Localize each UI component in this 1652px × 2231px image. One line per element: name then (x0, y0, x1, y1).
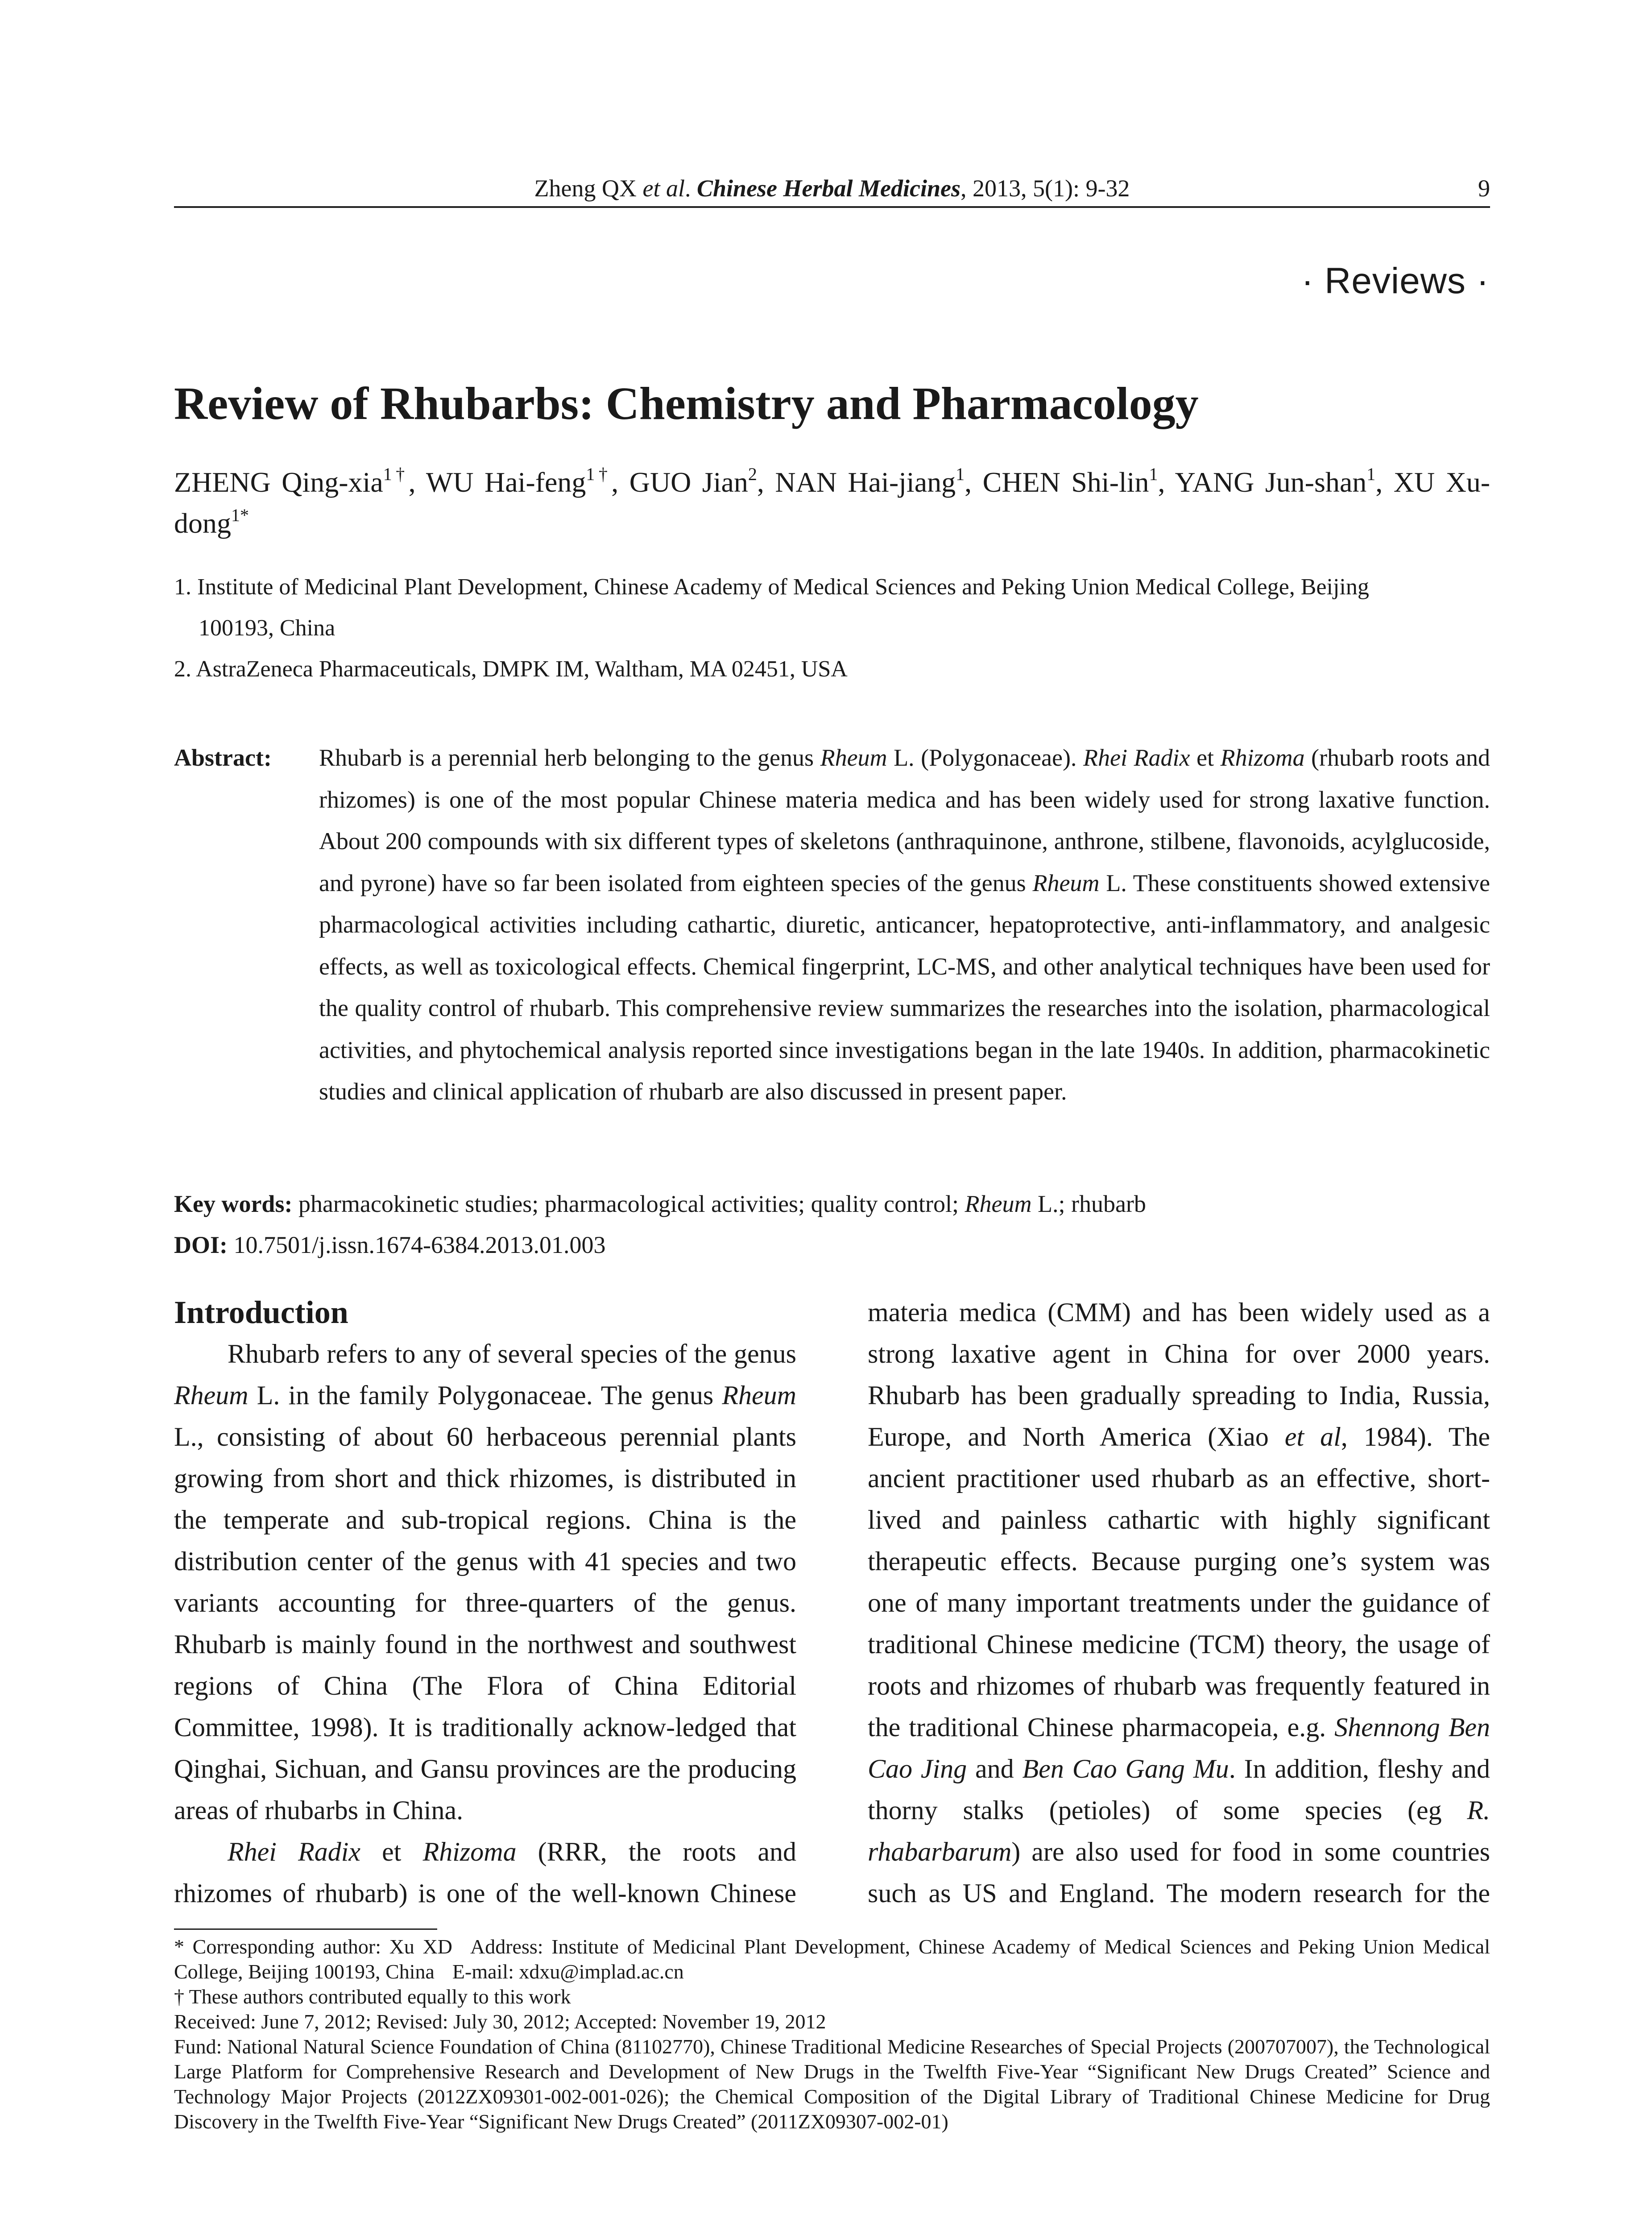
affiliation-2 (174, 649, 1490, 690)
author-name: CHEN Shi-lin (982, 466, 1149, 498)
body-column-left (174, 1292, 796, 1914)
author-name: GUO Jian (629, 466, 748, 498)
affiliation-2-text: AstraZeneca Pharmaceuticals, DMPK IM, Waltham, MA 02451, USA (196, 656, 848, 682)
footnote-rule (174, 1928, 437, 1930)
abstract-label: Abstract: (174, 744, 272, 771)
affiliation-1-number: 1. (174, 574, 197, 600)
affiliation-1-text-cont: 100193, China (199, 615, 335, 641)
author-affiliation-marker: 1 (1149, 464, 1158, 484)
author-list (174, 462, 1490, 544)
body-column-right (868, 1292, 1490, 1914)
journal-name: Chinese Herbal Medicines (696, 175, 961, 202)
section-label: · Reviews · (1301, 261, 1489, 301)
intro-paragraph-2: Rhei Radix et Rhizoma (RRR, the roots and rhizomes of rhubarb) is one of the well-known Chinese (174, 1837, 796, 1908)
author-name: WU Hai-feng (426, 466, 586, 498)
author-affiliation-marker: 2 (748, 464, 757, 484)
abstract-text: Rhubarb is a perennial herb belonging to the genus Rheum L. (Polygonaceae). Rhei Radix et Rhizoma (rhubarb roots and rhizomes) is one of the most popular Chinese materia medica and has been widely used for strong laxative function. About 200 compounds with six different types of skeletons (anthraquinone, anthrone, stilbene, flavonoids, acylglucoside, and pyrone) have so far been isolated from eighteen species of the genus Rheum L. These constituents showed extensive pharmacological activities including cathartic, diuretic, anticancer, hepatoprotective, anti-inflammatory, and analgesic effects, as well as toxicological effects. Chemical fingerprint, LC-MS, and other analytical techniques have been used for the quality control of rhubarb. This comprehensive review summarizes the researches into the isolation, pharmacological activities, and phytochemical analysis reported since investigations began in the late 1940s. In addition, pharmacokinetic studies and clinical application of rhubarb are also discussed in present paper. (319, 744, 1490, 1105)
author-separator: , (408, 466, 426, 498)
author-name: NAN Hai-jiang (775, 466, 956, 498)
running-head (174, 170, 1490, 206)
header-rule (174, 206, 1490, 208)
affiliation-1-text: Institute of Medicinal Plant Development, Chinese Academy of Medical Sciences and Peking Union Medical College, Beijing (197, 574, 1369, 600)
footnotes (174, 1934, 1490, 2134)
keywords: Key words: pharmacokinetic studies; pharmacological activities; quality control; Rheum L.; rhubarb (174, 1190, 1146, 1217)
running-head-volume: , 2013, 5(1): 9-32 (960, 175, 1130, 202)
doi-value: 10.7501/j.issn.1674-6384.2013.01.003 (228, 1232, 606, 1258)
author-affiliation-marker: 1 (1366, 464, 1376, 484)
affiliation-2-number: 2. (174, 656, 196, 682)
author-separator: , (965, 466, 983, 498)
author-affiliation-marker: 1* (231, 505, 249, 525)
introduction-heading: Introduction (174, 1294, 348, 1330)
author-affiliation-marker: 1† (383, 464, 409, 484)
author-separator: , (757, 466, 775, 498)
footnote-corresponding: * Corresponding author: Xu XD Address: Institute of Medicinal Plant Development, Chinese Academy of Medical Sciences and Peking Union Medical College, Beijing 100193, China E-mail: xdxu@implad.ac.cn (174, 1935, 1491, 1983)
author-name: XU Xu-dong (174, 466, 1491, 539)
footnote-fund: Fund: National Natural Science Foundation of China (81102770), Chinese Traditional Medicine Researches of Special Projects (200707007), the Technological Large Platform for Comprehensive Research and Development of New Drugs in the Twelfth Five-Year “Significant New Drugs Created” Science and Technology Major Projects (2012ZX09301-002-001-026); the Chemical Composition of the Digital Library of Traditional Chinese Medicine for Drug Discovery in the Twelfth Five-Year “Significant New Drugs Created” (2011ZX09307-002-01) (174, 2035, 1490, 2133)
intro-paragraph-1: Rhubarb refers to any of several species of the genus Rheum L. in the family Polygonaceae. The genus Rheum L., consisting of about 60 herbaceous perennial plants growing from short and thick rhizomes, is distributed in the temperate and sub-tropical regions. China is the distribution center of the genus with 41 species and two variants accounting for three-quarters of the genus. Rhubarb is mainly found in the northwest and southwest regions of China (The Flora of China Editorial Committee, 1998). It is traditionally acknow-ledged that Qinghai, Sichuan, and Gansu provinces are the producing areas of rhubarbs in China. (174, 1339, 796, 1825)
footnote-equal-contribution: † These authors contributed equally to this work (174, 1985, 571, 2008)
author-separator: , (611, 466, 629, 498)
author-separator: , (1375, 466, 1394, 498)
author-affiliation-marker: 1† (586, 464, 612, 484)
keywords-label: Key words: (174, 1190, 293, 1217)
running-head-dot: . (684, 175, 697, 202)
footnote-dates: Received: June 7, 2012; Revised: July 30, 2012; Accepted: November 19, 2012 (174, 2010, 826, 2033)
article-title: Review of Rhubarbs: Chemistry and Pharmacology (174, 378, 1199, 429)
author-affiliation-marker: 1 (956, 464, 965, 484)
intro-paragraph-2-cont: materia medica (CMM) and has been widely used as a strong laxative agent in China for over 2000 years. Rhubarb has been gradually spreading to India, Russia, Europe, and North America (Xiao et al, 1984). The ancient practitioner used rhubarb as an effective, short-lived and painless cathartic with highly significant therapeutic effects. Because purging one’s system was one of many important treatments under the guidance of traditional Chinese medicine (TCM) theory, the usage of roots and rhizomes of rhubarb was frequently featured in the traditional Chinese pharmacopeia, e.g. Shennong Ben Cao Jing and Ben Cao Gang Mu. In addition, fleshy and thorny stalks (petioles) of some species (eg R. rhabarbarum) are also used for food in some countries such as US and England. The modern research for the (868, 1298, 1490, 1908)
doi (174, 1224, 1490, 1265)
author-separator: , (1158, 466, 1175, 498)
doi-label: DOI: (174, 1232, 228, 1258)
author-name: ZHENG Qing-xia (174, 466, 383, 498)
affiliation-1 (174, 567, 1490, 649)
running-head-authors: Zheng QX (534, 175, 643, 202)
running-head-etal: et al (642, 175, 685, 202)
page-number: 9 (1478, 175, 1490, 202)
author-name: YANG Jun-shan (1175, 466, 1367, 498)
running-head-citation (174, 170, 1490, 206)
